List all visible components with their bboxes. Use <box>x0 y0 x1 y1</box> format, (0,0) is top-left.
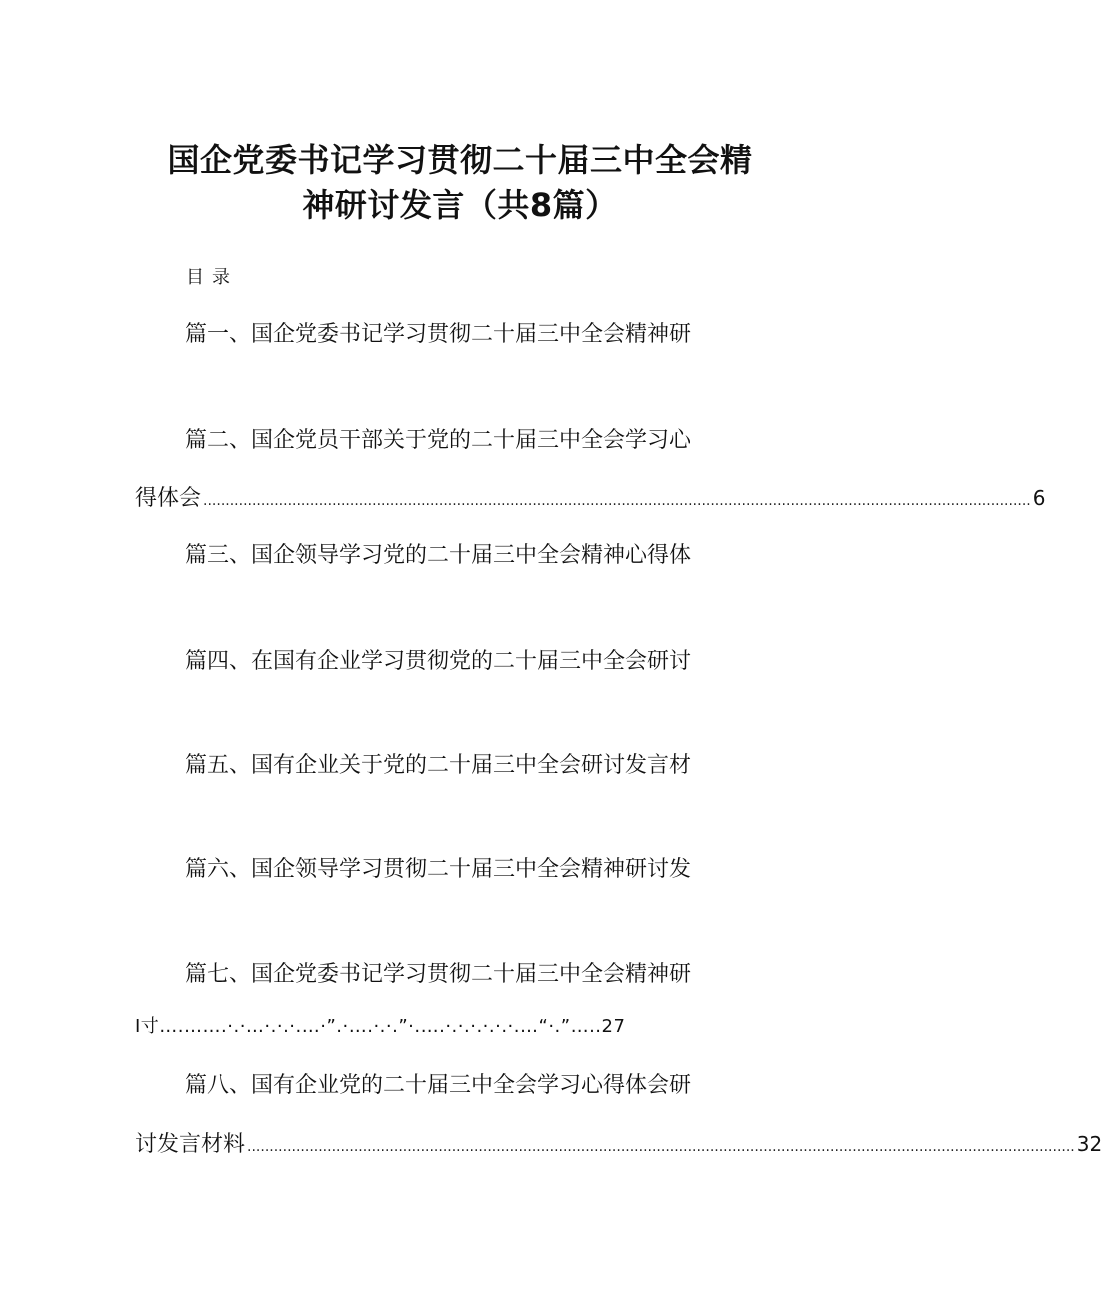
toc-entry-8[interactable]: 篇八、国有企业党的二十届三中全会学习心得体会研 <box>185 1073 692 1098</box>
toc-entry-3[interactable]: 篇三、国企领导学习党的二十届三中全会精神心得体 <box>185 543 692 568</box>
toc-heading: 目录 <box>186 267 238 288</box>
toc-entry-7[interactable]: 篇七、国企党委书记学习贯彻二十届三中全会精神研 <box>185 962 692 987</box>
toc-entry-2[interactable]: 篇二、国企党员干部关于党的二十届三中全会学习心 <box>185 428 692 453</box>
document-title-line-2: 神研讨发言（共8篇） <box>302 186 618 224</box>
toc-entry-8-cont-text: 讨发言材料 <box>135 1132 246 1157</box>
toc-entry-2-continuation[interactable] <box>135 486 1046 511</box>
document-title-line-1: 国企党委书记学习贯彻二十届三中全会精 <box>167 141 753 179</box>
leader-dots: .......................................................................................................................................................................................... <box>203 493 1031 509</box>
toc-entry-7-continuation[interactable]: I寸….…….·.·…·.·.·.…·”.·….·.·.”·.….·.·.·.·.·.·.…“·.”…..27 <box>135 1016 626 1037</box>
toc-entry-8-continuation[interactable] <box>135 1132 1102 1157</box>
toc-entry-4[interactable]: 篇四、在国有企业学习贯彻党的二十届三中全会研讨 <box>185 649 692 674</box>
toc-entry-2-cont-text: 得体会 <box>135 486 202 511</box>
leader-dots: .......................................................................................................................................................................................... <box>247 1139 1075 1155</box>
toc-entry-6[interactable]: 篇六、国企领导学习贯彻二十届三中全会精神研讨发 <box>185 857 692 882</box>
toc-entry-8-page: 32 <box>1076 1132 1102 1156</box>
toc-entry-1[interactable]: 篇一、国企党委书记学习贯彻二十届三中全会精神研 <box>185 322 692 347</box>
toc-entry-5[interactable]: 篇五、国有企业关于党的二十届三中全会研讨发言材 <box>185 753 692 778</box>
toc-entry-2-page: 6 <box>1032 486 1046 510</box>
